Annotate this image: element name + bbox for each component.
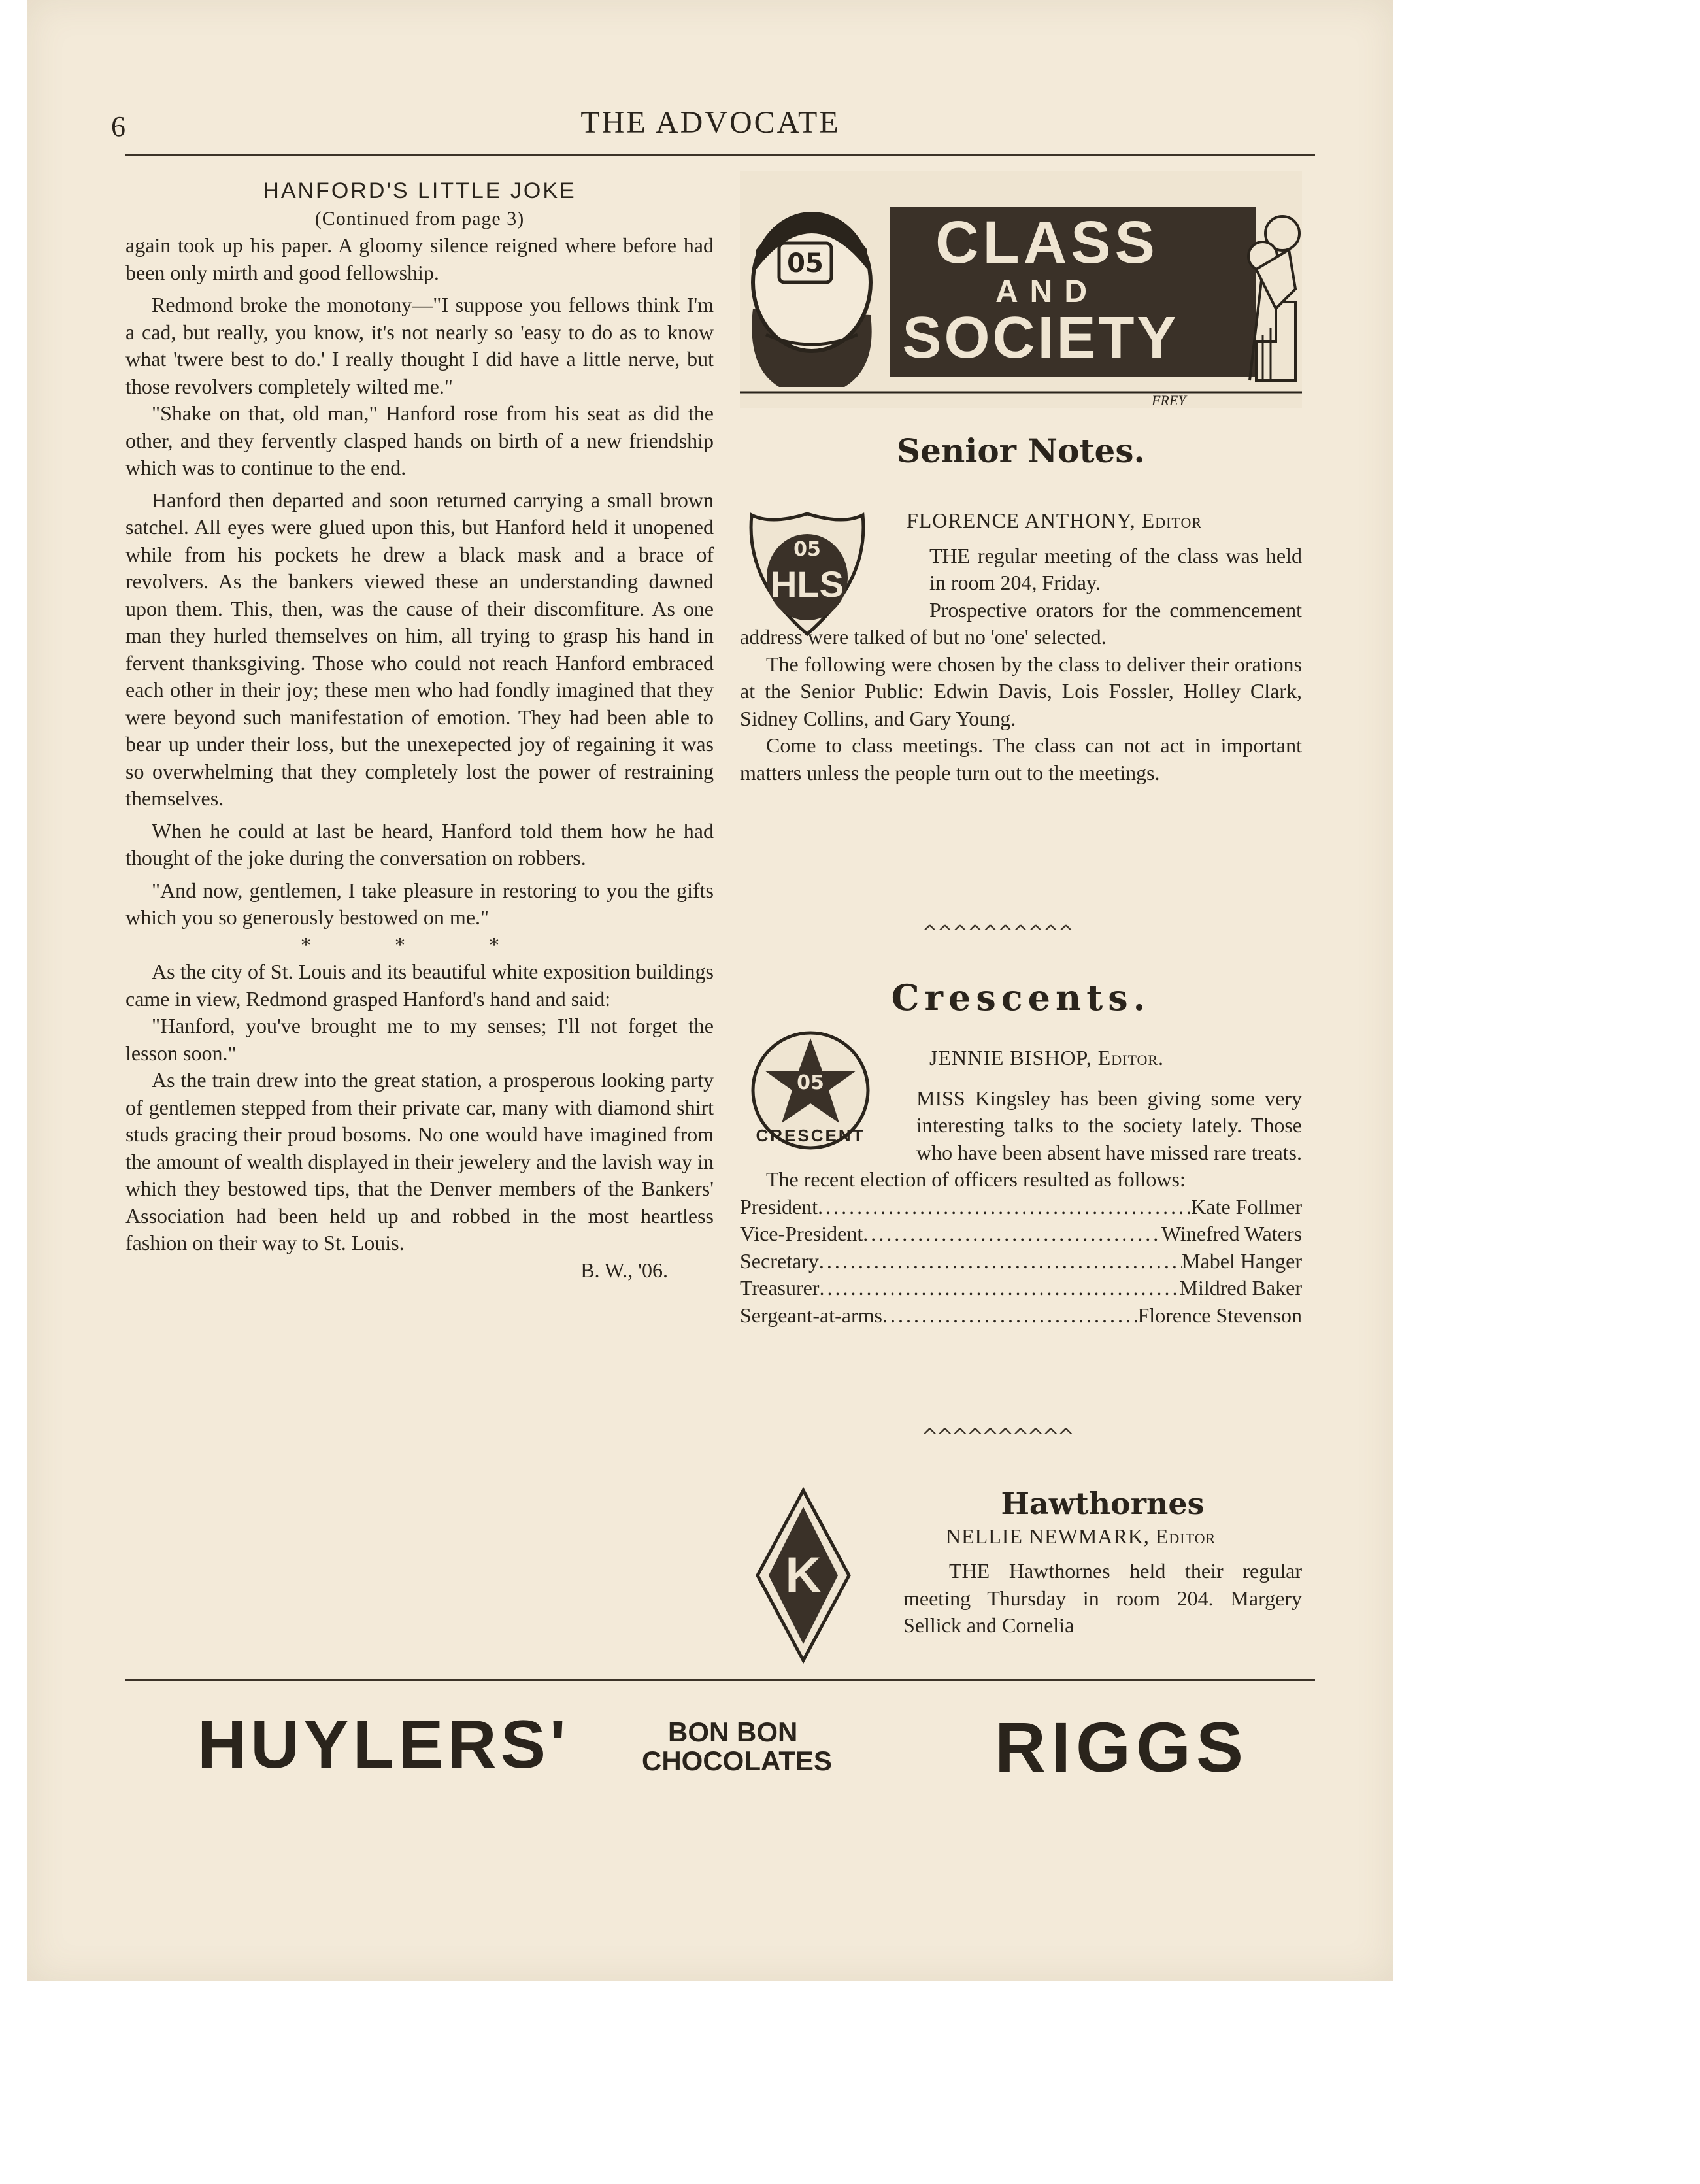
divider-ornament: ^^^^^^^^^^ [922,922,1073,945]
story-paragraph: "Shake on that, old man," Hanford rose from his seat as did the other, and they fervently clasped hands on birth of a new friendship which was to continue to the end. [125,401,714,479]
officer-title: Secretary [740,1249,819,1273]
ad-chocolates: CHOCOLATES [642,1745,832,1776]
crescents-paragraph: The recent election of officers resulted as follows: [766,1168,1186,1191]
leader-dots [863,1220,1161,1248]
banner-and: AND [995,275,1099,309]
ad-huylers: HUYLERS' [197,1707,570,1783]
continued-note: (Continued from page 3) [314,207,525,229]
officer-name: Mabel Hanger [1182,1249,1302,1273]
hawthornes-editor: NELLIE NEWMARK, Editor [946,1524,1216,1548]
crescents-paragraph-start [916,1085,1302,1167]
officer-title: President [740,1194,818,1218]
senior-paragraph: The following were chosen by the class to deliver their orations at the Senior Public: Edwin Davis, Lois Fossler, Holley Clark, Sidney Collins, and Gary Young. [740,652,1302,730]
divider-ornament: ^^^^^^^^^^ [922,1425,1073,1448]
officers-list [740,1194,1302,1330]
hawthornes-badge-text: K [785,1547,822,1603]
header-rule [125,154,1315,156]
officer-row [740,1248,1302,1275]
story-paragraph: As the train drew into the great station, a prosperous looking party of gentlemen stepped from their private car, many with diamond shirt studs gracing their proud bosoms. No one would have imagined from the amount of wealth displayed in their jewelery and the lavish way in which they bestowed tips, that the Denver members of the Bankers' Association had been held up and robbed in the most heartless fashion on their way to St. Louis. [125,1068,714,1254]
story-paragraph: again took up his paper. A gloomy silence reigned where before had been only mirth and good fellowship. [125,233,714,284]
officer-title: Sergeant-at-arms [740,1303,882,1327]
officer-row [740,1275,1302,1302]
story-paragraph: Hanford then departed and soon returned carrying a small brown satchel. All eyes were glued upon this, but Hanford held it unopened while from his pockets he drew a black mask and a brace of revolvers. As the bankers viewed these an understanding dawned upon them. This, then, was the cause of their discomfiture. As one man they hurled themselves on him, all trying to grasp his hand in fervent thanksgiving. Those who could not reach Hanford embraced each other in their joy; these men who had fondly imagined that they were beyond such manifestation of emotion. They had been able to bear up under their loss, but the unexepected joy of regaining it was so overwhelming that they completely lost the power of restraining themselves. [125,488,714,810]
masthead: THE ADVOCATE [580,105,841,140]
officer-title: Treasurer [740,1276,820,1300]
officer-title: Vice-President [740,1222,863,1245]
banner-society: SOCIETY [902,305,1179,371]
banner-cap-label: 05 [787,248,824,278]
footer-rule [125,1679,1315,1681]
officer-name: Florence Stevenson [1137,1303,1302,1327]
crescents-body [740,1045,1302,1329]
crescent-badge-text: CRESCENT [756,1126,865,1145]
officer-row [740,1302,1302,1330]
hawthornes-body [903,1486,1302,1639]
officer-name: Kate Follmer [1191,1194,1302,1218]
senior-paragraph: Prospective orators for the commencement address were talked of but no 'one' selected. [740,597,1302,648]
officer-row [740,1194,1302,1221]
story-column [125,178,714,1284]
hls-badge-main: HLS [771,563,844,605]
story-signature: B. W., '06. [580,1258,668,1282]
hls-badge-top: 05 [793,538,821,561]
story-title: HANFORD'S LITTLE JOKE [263,178,576,203]
hawthornes-paragraph: THE Hawthornes held their regular meeting Thursday in room 204. Margery Sellick and Cornelia [903,1559,1302,1637]
leader-dots [818,1194,1191,1221]
leader-dots [819,1275,1179,1302]
senior-editor: FLORENCE ANTHONY, Editor [907,509,1203,532]
story-paragraph: When he could at last be heard, Hanford told them how he had thought of the joke during the conversation on robbers. [125,818,714,869]
story-paragraph: "Hanford, you've brought me to my senses; I'll not forget the lesson soon." [125,1014,714,1065]
crescent-badge-top: 05 [797,1071,824,1094]
student-head-illustration [752,214,871,387]
banner-class: CLASS [935,209,1159,276]
officer-row [740,1220,1302,1248]
story-paragraph: As the city of St. Louis and its beautiful white exposition buildings came in view, Redmond grasped Hanford's hand and said: [125,960,714,1011]
story-paragraph: Redmond broke the monotony—"I suppose you fellows think I'm a cad, but really, you know, it's not nearly so 'easy to do as to know what 'twere best to do.' I really thought I did have a little nerve, but those revolvers completely wilted me." [125,293,714,398]
banner-artist: FREY [1152,392,1186,408]
hawthornes-title: Hawthornes [1001,1486,1205,1521]
officer-name: Winefred Waters [1161,1222,1302,1245]
hawthornes-diamond-badge [754,1487,852,1664]
crescents-title: Crescents. [891,977,1151,1018]
ad-riggs: RIGGS [995,1707,1249,1787]
ad-bonbon-block [642,1718,832,1775]
story-paragraph: "And now, gentlemen, I take pleasure in restoring to you the gifts which you so generously bestowed on me." [125,878,714,929]
crescents-editor: JENNIE BISHOP, Editor. [929,1046,1165,1069]
senior-notes-title: Senior Notes. [897,431,1145,470]
crescents-paragraph: MISS Kingsley has been giving some very interesting talks to the society lately. Those who have been absent have missed rare treats. [916,1086,1302,1164]
senior-paragraph: Come to class meetings. The class can not act in important matters unless the people turn out to the meetings. [740,733,1302,784]
leader-dots [819,1248,1182,1275]
senior-paragraph: THE regular meeting of the class was held in room 204, Friday. [929,543,1302,594]
newspaper-page [27,0,1393,1981]
officer-name: Mildred Baker [1179,1276,1302,1300]
class-and-society-banner [740,171,1302,408]
page-number: 6 [111,110,125,143]
ad-bonbon: BON BON [668,1717,798,1747]
leader-dots [882,1302,1138,1330]
story-signature-row [125,1257,714,1285]
senior-notes-body [740,507,1302,786]
section-break: * * * [301,932,539,956]
